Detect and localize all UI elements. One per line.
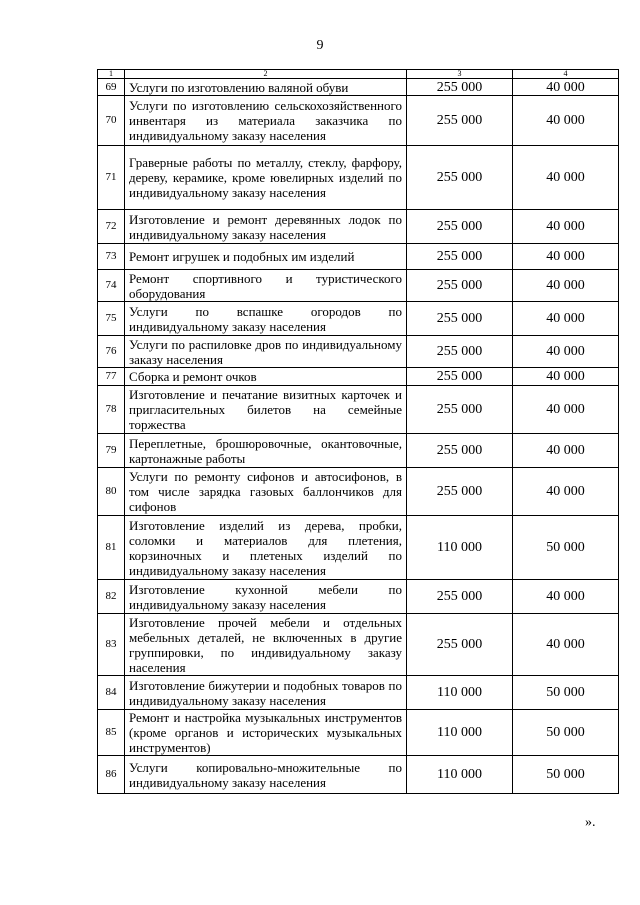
row-value-col4: 50 000 bbox=[513, 676, 619, 710]
row-number: 86 bbox=[98, 756, 125, 794]
table-row bbox=[98, 468, 619, 516]
row-value-col3: 255 000 bbox=[407, 434, 513, 468]
table-row bbox=[98, 710, 619, 756]
header-col-3: 3 bbox=[407, 70, 513, 79]
row-number: 70 bbox=[98, 96, 125, 146]
row-description: Изготовление бижутерии и подобных товаров по индивидуальному заказу населения bbox=[125, 676, 407, 710]
table-body bbox=[98, 70, 619, 794]
row-value-col3: 255 000 bbox=[407, 302, 513, 336]
row-value-col4: 40 000 bbox=[513, 302, 619, 336]
row-value-col4: 40 000 bbox=[513, 336, 619, 368]
row-value-col3: 255 000 bbox=[407, 146, 513, 210]
row-number: 77 bbox=[98, 368, 125, 386]
row-value-col3: 255 000 bbox=[407, 336, 513, 368]
row-value-col3: 255 000 bbox=[407, 79, 513, 96]
row-value-col4: 40 000 bbox=[513, 244, 619, 270]
row-number: 71 bbox=[98, 146, 125, 210]
page-number: 9 bbox=[316, 38, 324, 53]
row-value-col4: 40 000 bbox=[513, 270, 619, 302]
row-number: 76 bbox=[98, 336, 125, 368]
row-value-col4: 40 000 bbox=[513, 368, 619, 386]
table-row bbox=[98, 434, 619, 468]
services-table bbox=[97, 69, 619, 794]
row-number: 69 bbox=[98, 79, 125, 96]
row-value-col3: 255 000 bbox=[407, 270, 513, 302]
table-row bbox=[98, 96, 619, 146]
row-value-col4: 50 000 bbox=[513, 710, 619, 756]
row-description: Ремонт спортивного и туристического оборудования bbox=[125, 270, 407, 302]
row-value-col4: 40 000 bbox=[513, 580, 619, 614]
row-number: 75 bbox=[98, 302, 125, 336]
row-value-col4: 40 000 bbox=[513, 96, 619, 146]
row-value-col3: 255 000 bbox=[407, 210, 513, 244]
row-value-col4: 40 000 bbox=[513, 434, 619, 468]
row-number: 84 bbox=[98, 676, 125, 710]
row-number: 72 bbox=[98, 210, 125, 244]
row-value-col4: 40 000 bbox=[513, 468, 619, 516]
table-row bbox=[98, 368, 619, 386]
row-number: 79 bbox=[98, 434, 125, 468]
table-row bbox=[98, 386, 619, 434]
row-value-col4: 40 000 bbox=[513, 210, 619, 244]
row-value-col4: 40 000 bbox=[513, 146, 619, 210]
row-value-col4: 50 000 bbox=[513, 756, 619, 794]
row-description: Изготовление и ремонт деревянных лодок по индивидуальному заказу населения bbox=[125, 210, 407, 244]
table-row bbox=[98, 756, 619, 794]
row-description: Изготовление и печатание визитных карточек и пригласительных билетов на семейные торжества bbox=[125, 386, 407, 434]
table-row bbox=[98, 676, 619, 710]
row-value-col4: 40 000 bbox=[513, 386, 619, 434]
row-description: Изготовление изделий из дерева, пробки, соломки и материалов для плетения, корзиночных и плетеных изделий по индивидуальному заказу населения bbox=[125, 516, 407, 580]
closing-mark: ». bbox=[585, 815, 596, 830]
row-number: 82 bbox=[98, 580, 125, 614]
row-value-col3: 255 000 bbox=[407, 368, 513, 386]
row-value-col3: 255 000 bbox=[407, 468, 513, 516]
table-row bbox=[98, 580, 619, 614]
row-value-col3: 255 000 bbox=[407, 614, 513, 676]
row-description: Изготовление кухонной мебели по индивидуальному заказу населения bbox=[125, 580, 407, 614]
row-value-col3: 110 000 bbox=[407, 756, 513, 794]
table-row bbox=[98, 210, 619, 244]
row-description: Ремонт игрушек и подобных им изделий bbox=[125, 244, 407, 270]
table-row bbox=[98, 516, 619, 580]
table-row bbox=[98, 146, 619, 210]
row-description: Сборка и ремонт очков bbox=[125, 368, 407, 386]
row-value-col3: 255 000 bbox=[407, 386, 513, 434]
table-row bbox=[98, 336, 619, 368]
row-description: Услуги по изготовлению сельскохозяйственного инвентаря из материала заказчика по индивидуальному заказу населения bbox=[125, 96, 407, 146]
row-description: Услуги по ремонту сифонов и автосифонов, в том числе зарядка газовых баллончиков для сифонов bbox=[125, 468, 407, 516]
row-value-col4: 40 000 bbox=[513, 79, 619, 96]
row-description: Услуги по изготовлению валяной обуви bbox=[125, 79, 407, 96]
row-value-col4: 50 000 bbox=[513, 516, 619, 580]
header-col-2: 2 bbox=[125, 70, 407, 79]
row-value-col3: 255 000 bbox=[407, 244, 513, 270]
table-row bbox=[98, 79, 619, 96]
row-value-col3: 110 000 bbox=[407, 676, 513, 710]
row-value-col3: 110 000 bbox=[407, 710, 513, 756]
table-row bbox=[98, 302, 619, 336]
row-number: 83 bbox=[98, 614, 125, 676]
table-header-row bbox=[98, 70, 619, 79]
row-value-col3: 255 000 bbox=[407, 580, 513, 614]
row-description: Граверные работы по металлу, стеклу, фарфору, дереву, керамике, кроме ювелирных изделий по индивидуальному заказу населения bbox=[125, 146, 407, 210]
row-value-col4: 40 000 bbox=[513, 614, 619, 676]
row-description: Изготовление прочей мебели и отдельных мебельных деталей, не включенных в другие группировки, по индивидуальному заказу населения bbox=[125, 614, 407, 676]
row-number: 74 bbox=[98, 270, 125, 302]
table-row bbox=[98, 244, 619, 270]
row-number: 78 bbox=[98, 386, 125, 434]
row-description: Услуги копировально-множительные по индивидуальному заказу населения bbox=[125, 756, 407, 794]
row-description: Переплетные, брошюровочные, окантовочные, картонажные работы bbox=[125, 434, 407, 468]
row-value-col3: 110 000 bbox=[407, 516, 513, 580]
row-description: Услуги по вспашке огородов по индивидуальному заказу населения bbox=[125, 302, 407, 336]
header-col-4: 4 bbox=[513, 70, 619, 79]
row-description: Ремонт и настройка музыкальных инструментов (кроме органов и исторических музыкальных инструментов) bbox=[125, 710, 407, 756]
row-number: 81 bbox=[98, 516, 125, 580]
row-description: Услуги по распиловке дров по индивидуальному заказу населения bbox=[125, 336, 407, 368]
table-row bbox=[98, 614, 619, 676]
header-col-1: 1 bbox=[98, 70, 125, 79]
row-number: 80 bbox=[98, 468, 125, 516]
table-row bbox=[98, 270, 619, 302]
row-number: 73 bbox=[98, 244, 125, 270]
row-value-col3: 255 000 bbox=[407, 96, 513, 146]
row-number: 85 bbox=[98, 710, 125, 756]
